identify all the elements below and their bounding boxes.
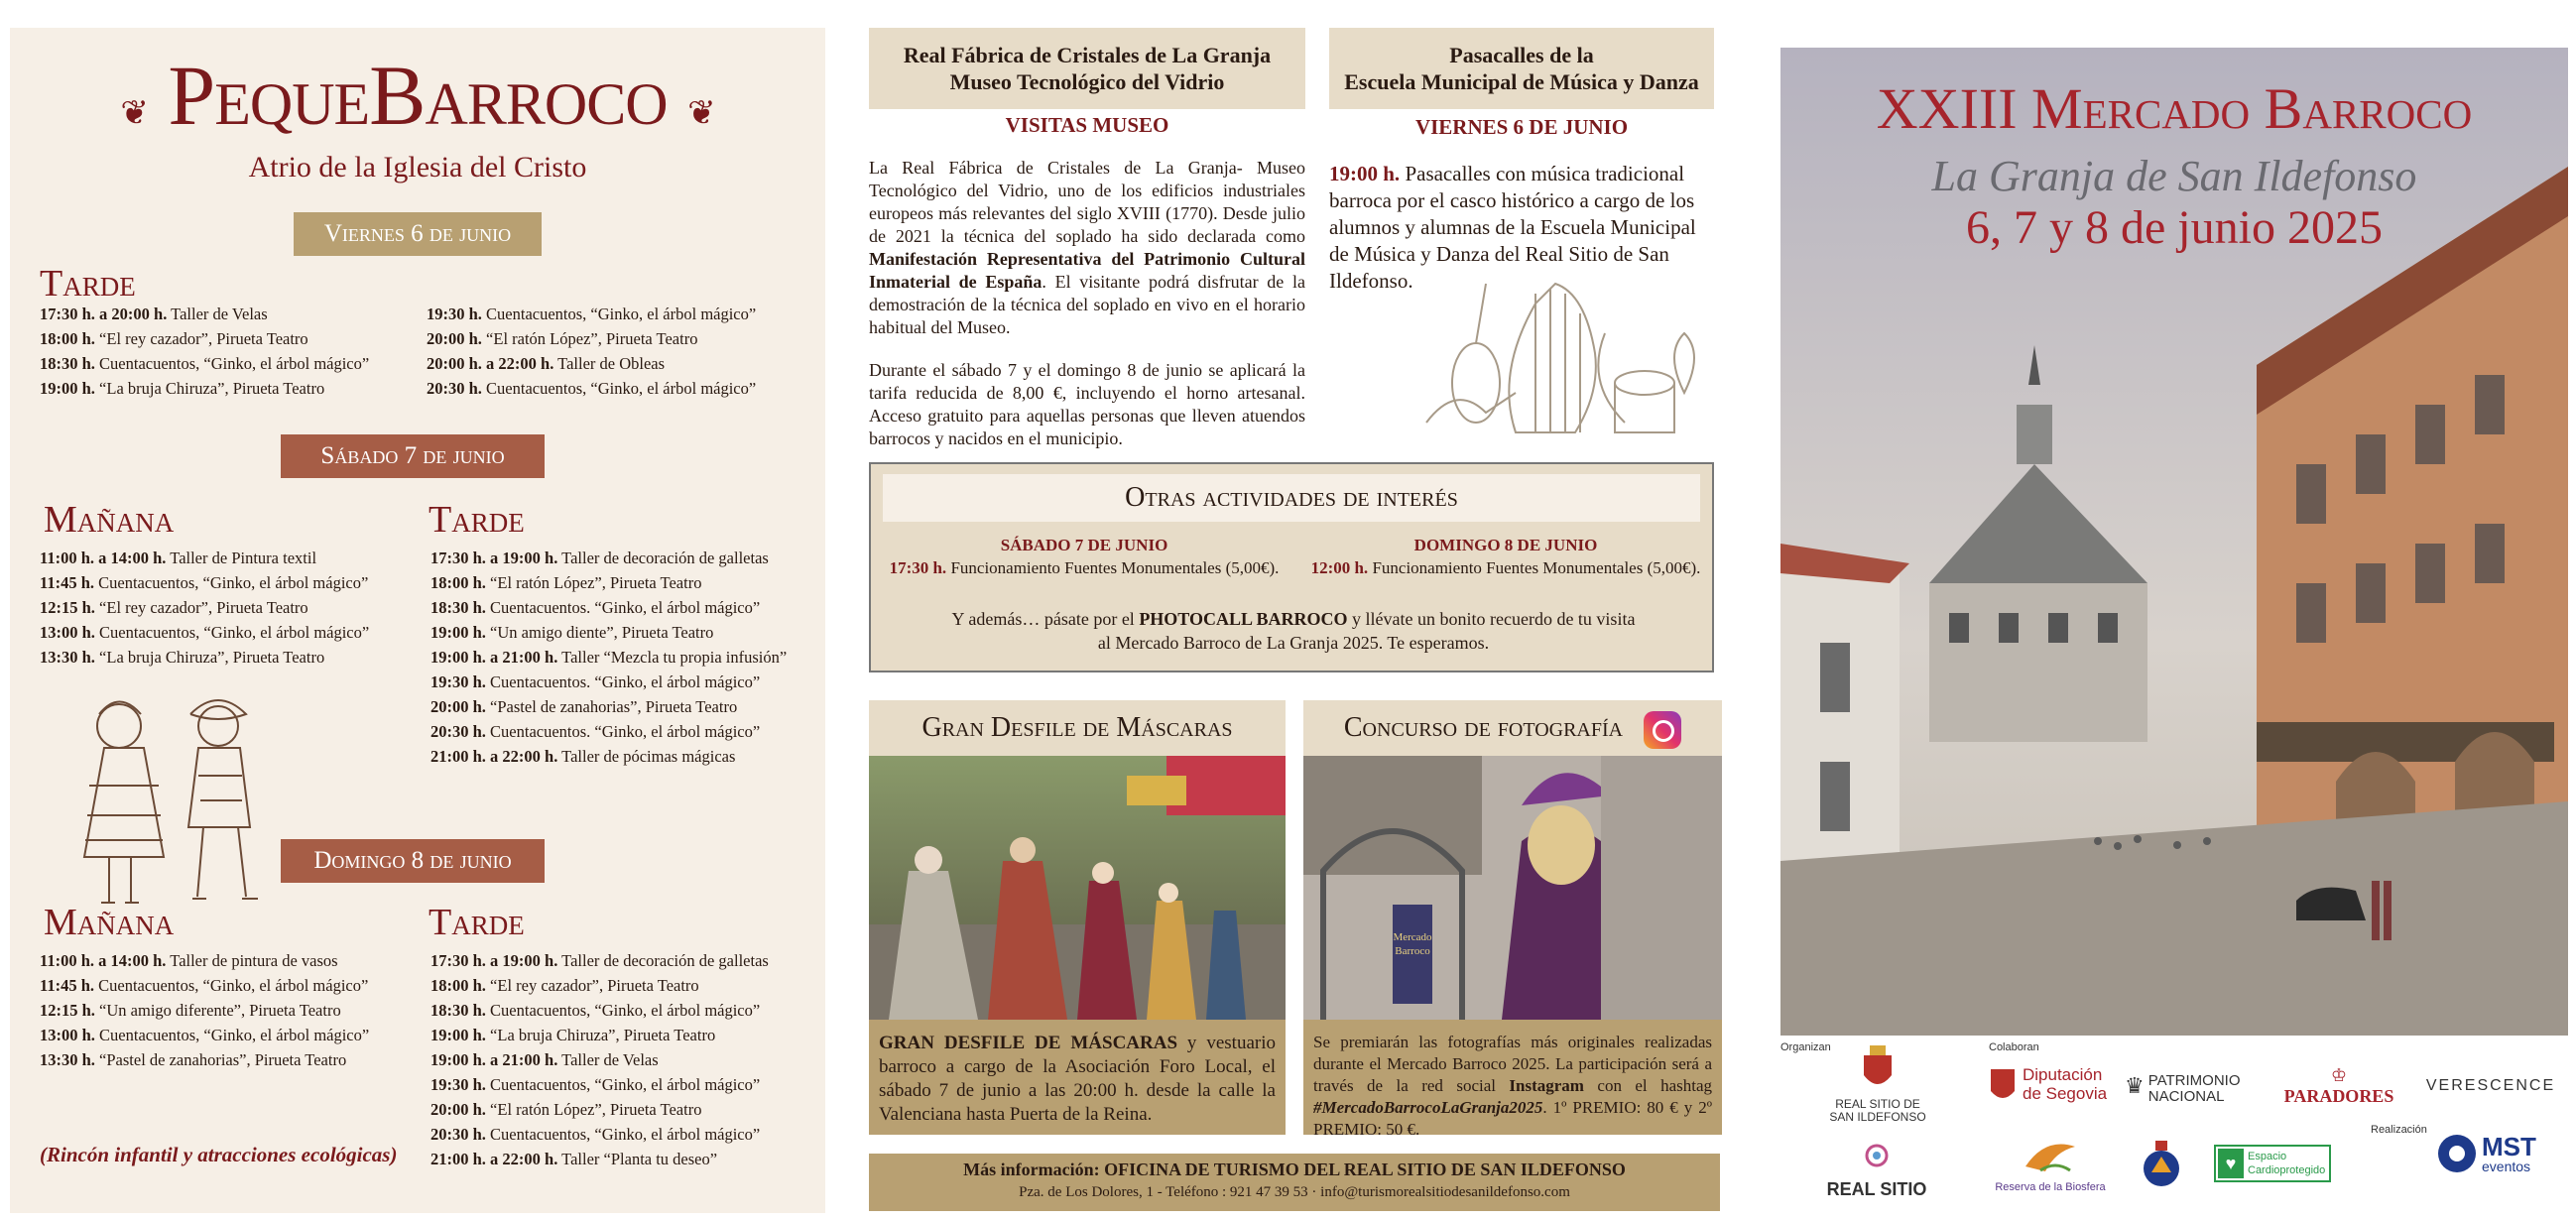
sunday-day-bar: Domingo 8 de junio	[281, 839, 545, 883]
real-sitio-logo: REAL SITIO DE SAN ILDEFONSO	[1823, 1041, 1932, 1124]
list-item: 18:30 h. Cuentacuentos, “Ginko, el árbol mágico”	[430, 1001, 761, 1020]
venue-label: Atrio de la Iglesia del Cristo	[248, 151, 587, 183]
list-item: 11:45 h. Cuentacuentos, “Ginko, el árbol mágico”	[40, 976, 369, 995]
list-item: 18:00 h. “El rey cazador”, Pirueta Teatro	[40, 329, 308, 348]
crown-icon: ♛	[2125, 1073, 2145, 1098]
flourish-left-icon: ❦	[120, 95, 148, 132]
list-item: 20:00 h. “El ratón López”, Pirueta Teatro	[427, 329, 698, 348]
diputacion-crest-icon	[1989, 1065, 2017, 1105]
realizacion-label: Realización	[2371, 1124, 2427, 1136]
paradores-logo: ♔ PARADORES	[2279, 1065, 2398, 1107]
concurso-photo	[1303, 756, 1722, 1020]
poster-title: XXIII Mercado Barroco	[1876, 76, 2473, 141]
diputacion-logo: Diputación de Segovia	[1989, 1065, 2108, 1105]
saturday-manana-heading: Mañana	[44, 499, 175, 541]
otras-saturday	[871, 534, 1297, 579]
sign-line2: Barroco	[1395, 945, 1430, 957]
list-item: 19:30 h. Cuentacuentos, “Ginko, el árbol mágico”	[430, 1075, 761, 1094]
list-item: 13:30 h. “La bruja Chiruza”, Pirueta Teatro	[40, 648, 325, 667]
flower-icon	[1852, 1137, 1901, 1174]
saturday-tarde-heading: Tarde	[429, 499, 525, 541]
list-item: 11:00 h. a 14:00 h. Taller de pintura de vasos	[40, 951, 338, 970]
list-item: 20:00 h. “Pastel de zanahorias”, Pirueta Teatro	[430, 697, 738, 716]
desfile-title: Gran Desfile de Máscaras	[869, 700, 1286, 756]
pasacalles-header	[1329, 28, 1714, 109]
list-item: 17:30 h. a 19:00 h. Taller de decoración de galletas	[430, 951, 769, 970]
colaboran-label: Colaboran	[1989, 1041, 2039, 1053]
list-item: 13:00 h. Cuentacuentos, “Ginko, el árbol mágico”	[40, 1026, 370, 1044]
bird-icon	[2021, 1137, 2080, 1176]
museo-paragraph-1: La Real Fábrica de Cristales de La Granja- Museo Tecnológico del Vidrio, uno de los edificios industriales europeos más relevantes del siglo XVIII (1770). Desde julio de 2021 la técnica del soplado ha sido declarada como Manifestación Representativa del Patrimonio Cultural Inmaterial de España. El visitante podrá disfrutar de la demostración de la técnica del soplado en vivo en el horario habitual del Museo.	[869, 158, 1305, 337]
otras-saturday-label: SÁBADO 7 DE JUNIO	[1000, 536, 1168, 554]
biosfera-logo: Reserva de la Biosfera	[1984, 1137, 2117, 1193]
museo-header-line1: Real Fábrica de Cristales de La Granja	[903, 43, 1272, 67]
pasacalles-header-line2: Escuela Municipal de Música y Danza	[1344, 69, 1699, 94]
pasacalles-header-line1: Pasacalles de la	[1449, 43, 1594, 67]
sunday-manana-events	[40, 948, 369, 1072]
poster-dates: 6, 7 y 8 de junio 2025	[1966, 201, 2383, 254]
list-item: 20:30 h. Cuentacuentos, “Ginko, el árbol mágico”	[430, 1125, 761, 1144]
list-item: 20:00 h. a 22:00 h. Taller de Obleas	[427, 354, 666, 373]
list-item: 12:15 h. “El rey cazador”, Pirueta Teatro	[40, 598, 308, 617]
footer-line2: Pza. de Los Dolores, 1 - Teléfono : 921 47 39 53 · info@turismorealsitiodesanildefonso.com	[1019, 1184, 1570, 1200]
list-item: 19:00 h. “Un amigo diente”, Pirueta Teatro	[430, 623, 714, 642]
sunday-tarde-events	[430, 948, 769, 1171]
otras-actividades-title: Otras actividades de interés	[883, 474, 1700, 522]
flourish-right-icon: ❦	[687, 95, 715, 132]
otras-saturday-item: 17:30 h. Funcionamiento Fuentes Monumentales (5,00€).	[889, 558, 1280, 577]
list-item: 21:00 h. a 22:00 h. Taller de pócimas mágicas	[430, 747, 736, 766]
concurso-title	[1303, 700, 1722, 756]
title-text: PequeBarroco	[168, 48, 668, 143]
list-item: 11:00 h. a 14:00 h. Taller de Pintura textil	[40, 549, 317, 567]
heart-icon: ♥	[2218, 1149, 2244, 1178]
mst-circle-icon	[2438, 1135, 2476, 1172]
more-info-footer	[869, 1154, 1720, 1211]
concurso-text: Se premiarán las fotografías más originales realizadas durante el Mercado Barroco 2025. La participación será a través de la red social Instagram con el hashtag #MercadoBarrocoLaGranja2025. 1º PREMIO: 80 € y 2º PREMIO: 50 €.	[1303, 1020, 1722, 1135]
list-item: 19:00 h. “La bruja Chiruza”, Pirueta Teatro	[40, 379, 325, 398]
crest-icon	[1858, 1041, 1898, 1093]
poster-location: La Granja de San Ildefonso	[1931, 152, 2417, 200]
mercado-barroco-poster	[1780, 48, 2568, 1036]
children-illustration	[60, 686, 288, 924]
list-item: 18:30 h. Cuentacuentos, “Ginko, el árbol mágico”	[40, 354, 370, 373]
saturday-manana-events	[40, 546, 369, 670]
list-item: 20:00 h. “El ratón López”, Pirueta Teatro	[430, 1100, 702, 1119]
friday-events-col1	[40, 302, 369, 401]
list-item: 20:30 h. Cuentacuentos, “Ginko, el árbol mágico”	[427, 379, 757, 398]
rincon-infantil-note: (Rincón infantil y atracciones ecológicas)	[40, 1143, 398, 1166]
otras-sunday-label: DOMINGO 8 DE JUNIO	[1413, 536, 1598, 554]
list-item: 18:00 h. “El ratón López”, Pirueta Teatro	[430, 573, 702, 592]
list-item: 21:00 h. a 22:00 h. Taller “Planta tu deseo”	[430, 1150, 718, 1168]
list-item: 17:30 h. a 20:00 h. Taller de Velas	[40, 305, 268, 323]
verescence-logo: VERESCENCE	[2425, 1077, 2556, 1094]
list-item: 18:00 h. “El rey cazador”, Pirueta Teatro	[430, 976, 699, 995]
mst-eventos-logo: MST eventos	[2438, 1135, 2567, 1174]
list-item: 13:30 h. “Pastel de zanahorias”, Pirueta Teatro	[40, 1050, 347, 1069]
peque-barroco-panel	[10, 28, 825, 1213]
friday-day-bar: Viernes 6 de junio	[294, 212, 542, 256]
pasacalles-subtitle: VIERNES 6 DE JUNIO	[1414, 115, 1629, 139]
sunday-tarde-heading: Tarde	[429, 902, 525, 943]
list-item: 18:30 h. Cuentacuentos. “Ginko, el árbol mágico”	[430, 598, 761, 617]
civil-protection-icon	[2140, 1135, 2183, 1192]
peque-barroco-title	[10, 46, 825, 145]
instruments-illustration	[1407, 274, 1716, 442]
museo-paragraph-2: Durante el sábado 7 y el domingo 8 de junio se aplicará la tarifa reducida de 8,00 €, incluyendo el horno artesanal. Acceso gratuito para aquellas personas que lleven atuendos barrocos y nacidos en el municipio.	[869, 360, 1305, 448]
otras-sunday	[1297, 534, 1714, 579]
museo-header	[869, 28, 1305, 109]
museo-header-line2: Museo Tecnológico del Vidrio	[949, 69, 1225, 94]
sign-line1: Mercado	[1393, 931, 1432, 943]
patrimonio-nacional-logo: ♛ PATRIMONIO NACIONAL	[2125, 1072, 2241, 1105]
list-item: 19:30 h. Cuentacuentos, “Ginko, el árbol mágico”	[427, 305, 757, 323]
friday-events-col2	[427, 302, 756, 401]
otras-actividades-box	[869, 462, 1714, 672]
sunday-manana-heading: Mañana	[44, 902, 175, 943]
list-item: 13:00 h. Cuentacuentos, “Ginko, el árbol mágico”	[40, 623, 370, 642]
museo-subtitle: VISITAS MUSEO	[1005, 113, 1169, 137]
espacio-cardioprotegido-logo: ♥ Espacio Cardioprotegido	[2214, 1145, 2331, 1182]
list-item: 12:15 h. “Un amigo diferente”, Pirueta Teatro	[40, 1001, 341, 1020]
list-item: 19:00 h. a 21:00 h. Taller de Velas	[430, 1050, 659, 1069]
saturday-day-bar: Sábado 7 de junio	[281, 434, 545, 478]
real-sitio-2-logo: REAL SITIO	[1817, 1137, 1936, 1200]
desfile-photo	[869, 756, 1286, 1020]
photocall-note: Y además… pásate por el PHOTOCALL BARROCO y llévate un bonito recuerdo de tu visita al Mercado Barroco de La Granja 2025. Te esperamos.	[951, 609, 1636, 653]
instagram-icon	[1644, 711, 1681, 749]
list-item: 19:00 h. a 21:00 h. Taller “Mezcla tu propia infusión”	[430, 648, 788, 667]
list-item: 17:30 h. a 19:00 h. Taller de decoración de galletas	[430, 549, 769, 567]
paradores-crown-icon: ♔	[2330, 1065, 2348, 1085]
list-item: 11:45 h. Cuentacuentos, “Ginko, el árbol mágico”	[40, 573, 369, 592]
pasacalles-text: 19:00 h. Pasacalles con música tradicional barroca por el casco histórico a cargo de los alumnos y alumnas de la Escuela Municipal de Música y Danza del Real Sitio de San Ildefonso.	[1329, 162, 1696, 293]
saturday-tarde-events	[430, 546, 787, 769]
otras-sunday-item: 12:00 h. Funcionamiento Fuentes Monumentales (5,00€).	[1310, 558, 1701, 577]
organizan-label: Organizan	[1780, 1041, 1831, 1053]
list-item: 19:00 h. “La bruja Chiruza”, Pirueta Teatro	[430, 1026, 716, 1044]
list-item: 19:30 h. Cuentacuentos. “Ginko, el árbol mágico”	[430, 672, 761, 691]
friday-tarde-heading: Tarde	[40, 263, 136, 305]
desfile-text: GRAN DESFILE DE MÁSCARAS y vestuario barroco a cargo de la Asociación Foro Local, el sábado 7 de junio a las 20:00 h. desde la calle la Valenciana hasta Puerta de la Reina.	[869, 1020, 1286, 1135]
footer-line1: Más información: OFICINA DE TURISMO DEL REAL SITIO DE SAN ILDEFONSO	[963, 1160, 1626, 1179]
concurso-title-text: Concurso de fotografía	[1343, 712, 1624, 743]
list-item: 20:30 h. Cuentacuentos. “Ginko, el árbol mágico”	[430, 722, 761, 741]
proteccion-civil-logo	[2135, 1135, 2188, 1197]
